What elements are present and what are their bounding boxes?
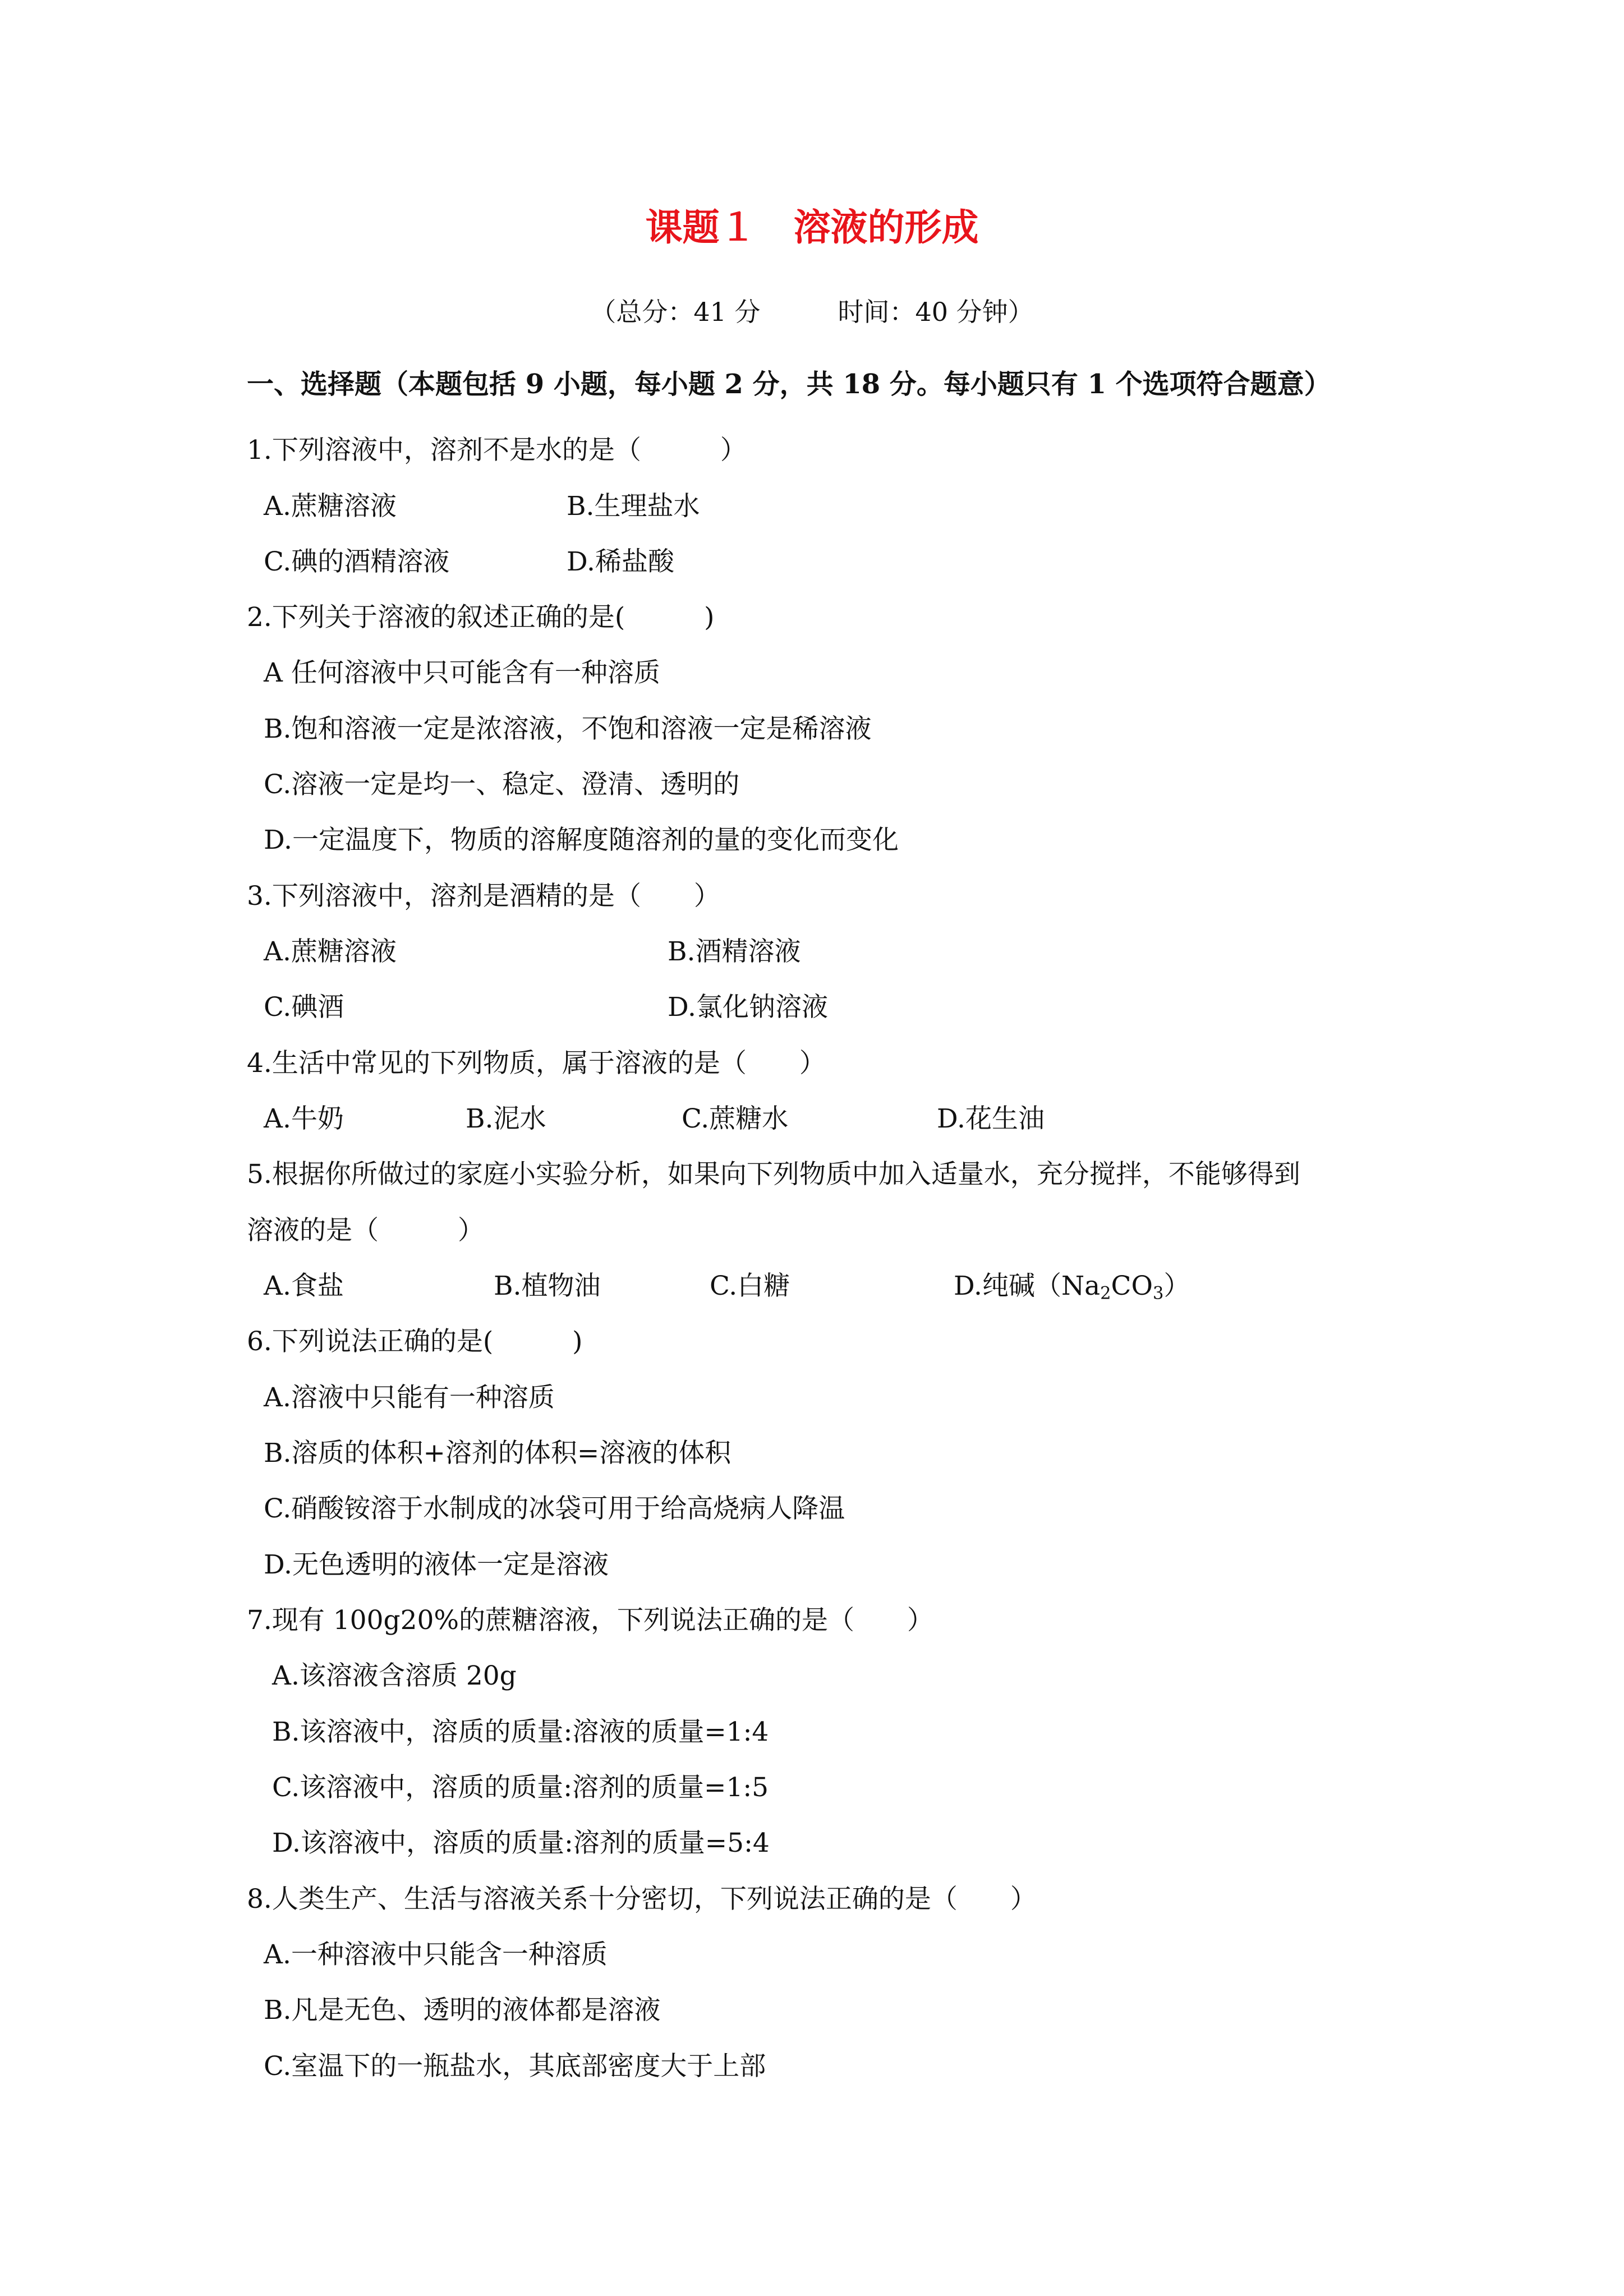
question-4-option-d: D.花生油 bbox=[937, 1103, 1045, 1134]
question-7-option-d: D.该溶液中，溶质的质量:溶剂的质量=5:4 bbox=[272, 1828, 770, 1858]
question-4-stem: 4.生活中常见的下列物质，属于溶液的是（ ） bbox=[247, 1048, 826, 1079]
question-5-stem-continued: 溶液的是（ ） bbox=[247, 1215, 484, 1246]
question-2-stem: 2.下列关于溶液的叙述正确的是( ) bbox=[247, 602, 715, 633]
question-2-option-a: A 任何溶液中只可能含有一种溶质 bbox=[264, 657, 660, 688]
question-6-option-d: D.无色透明的液体一定是溶液 bbox=[264, 1549, 609, 1580]
question-1-option-b: B.生理盐水 bbox=[567, 491, 700, 522]
question-6-option-c: C.硝酸铵溶于水制成的冰袋可用于给高烧病人降温 bbox=[264, 1493, 845, 1524]
carbonate-symbol: CO bbox=[1111, 1271, 1153, 1301]
question-3-option-b: B.酒精溶液 bbox=[668, 936, 801, 967]
question-3-option-c: C.碘酒 bbox=[264, 992, 344, 1023]
question-3-option-a: A.蔗糖溶液 bbox=[264, 936, 397, 967]
question-5-option-a: A.食盐 bbox=[264, 1271, 344, 1301]
question-1-stem: 1.下列溶液中，溶剂不是水的是（ ） bbox=[247, 435, 747, 466]
question-6-stem: 6.下列说法正确的是( ) bbox=[247, 1326, 583, 1357]
question-1-option-d: D.稀盐酸 bbox=[567, 546, 674, 577]
page-title: 课题１ 溶液的形成 bbox=[645, 205, 979, 249]
question-8-option-b: B.凡是无色、透明的液体都是溶液 bbox=[264, 1995, 661, 2026]
question-2-option-b: B.饱和溶液一定是浓溶液，不饱和溶液一定是稀溶液 bbox=[264, 714, 872, 744]
sodium-symbol: Na bbox=[1061, 1271, 1101, 1301]
question-5-option-b: B.植物油 bbox=[494, 1271, 601, 1301]
question-7-stem: 7.现有 100g20%的蔗糖溶液，下列说法正确的是（ ） bbox=[247, 1605, 934, 1636]
question-2-option-c: C.溶液一定是均一、稳定、澄清、透明的 bbox=[264, 769, 740, 800]
question-8-stem: 8.人类生产、生活与溶液关系十分密切，下列说法正确的是（ ） bbox=[247, 1884, 1037, 1915]
formula-close-paren: ） bbox=[1163, 1271, 1190, 1301]
question-5-option-d bbox=[954, 1271, 1190, 1302]
question-1-option-c: C.碘的酒精溶液 bbox=[264, 546, 450, 577]
question-8-option-a: A.一种溶液中只能含一种溶质 bbox=[264, 1939, 608, 1970]
question-7-option-c: C.该溶液中，溶质的质量:溶剂的质量=1:5 bbox=[272, 1772, 769, 1803]
question-6-option-b: B.溶质的体积+溶剂的体积=溶液的体积 bbox=[264, 1438, 732, 1469]
question-3-stem: 3.下列溶液中，溶剂是酒精的是（ ） bbox=[247, 881, 720, 912]
question-5-option-d-label: D.纯碱（ bbox=[954, 1271, 1061, 1301]
question-4-option-c: C.蔗糖水 bbox=[682, 1103, 789, 1134]
question-8-option-c: C.室温下的一瓶盐水，其底部密度大于上部 bbox=[264, 2051, 766, 2082]
section-heading: 一、选择题（本题包括 9 小题，每小题 2 分，共 18 分。每小题只有 1 个选项符合题意） bbox=[247, 369, 1331, 400]
question-7-option-b: B.该溶液中，溶质的质量:溶液的质量=1:4 bbox=[272, 1717, 769, 1747]
score-time-info: （总分：41 分 时间：40 分钟） bbox=[590, 297, 1034, 327]
question-4-option-b: B.泥水 bbox=[466, 1103, 546, 1134]
question-4-option-a: A.牛奶 bbox=[264, 1103, 344, 1134]
question-2-option-d: D.一定温度下，物质的溶解度随溶剂的量的变化而变化 bbox=[264, 825, 899, 855]
question-1-option-a: A.蔗糖溶液 bbox=[264, 491, 397, 522]
question-3-option-d: D.氯化钠溶液 bbox=[668, 992, 828, 1023]
sodium-subscript: 2 bbox=[1100, 1283, 1111, 1304]
carbonate-subscript: 3 bbox=[1153, 1283, 1164, 1304]
question-5-stem: 5.根据你所做过的家庭小实验分析，如果向下列物质中加入适量水，充分搅拌，不能够得到 bbox=[247, 1159, 1300, 1190]
question-7-option-a: A.该溶液含溶质 20g bbox=[272, 1660, 517, 1691]
question-6-option-a: A.溶液中只能有一种溶质 bbox=[264, 1382, 555, 1413]
question-5-option-c: C.白糖 bbox=[710, 1271, 790, 1301]
